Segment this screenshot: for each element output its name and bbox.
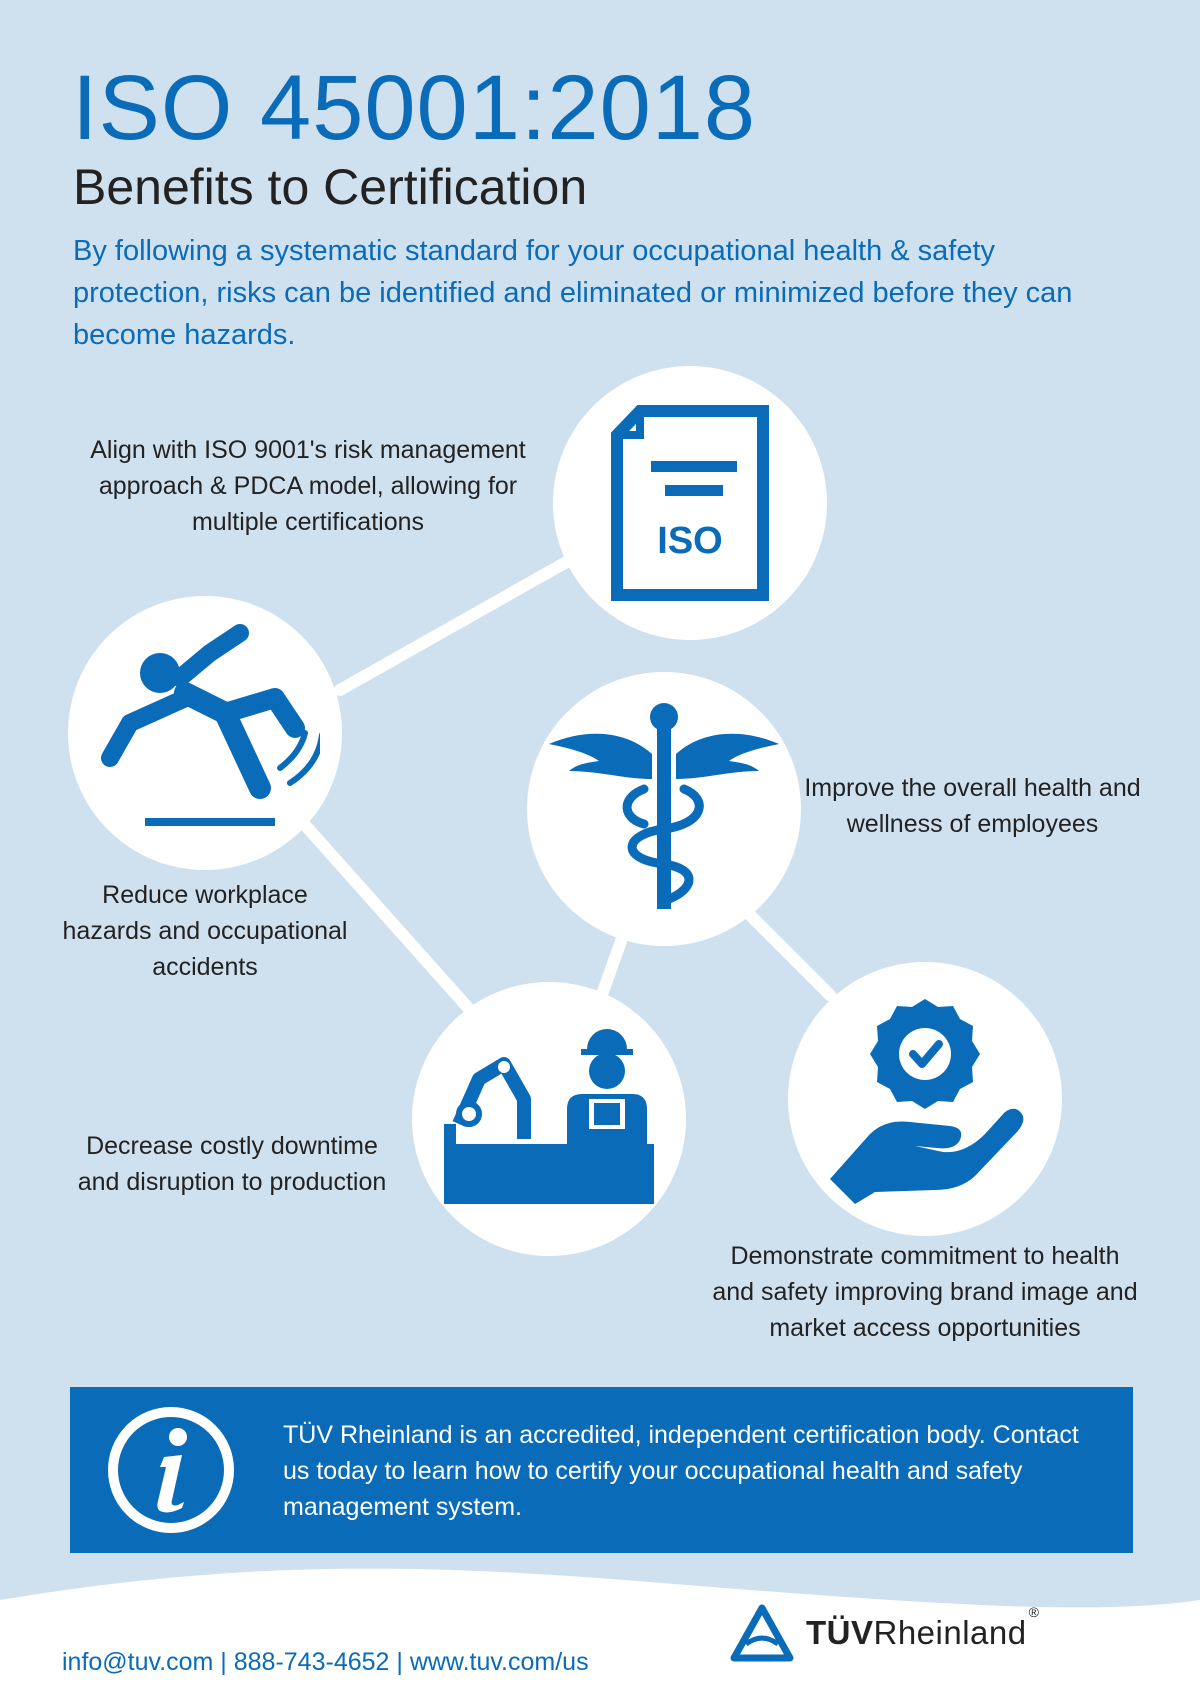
hand-badge-circle bbox=[788, 962, 1062, 1236]
caduceus-icon bbox=[544, 699, 784, 919]
info-icon bbox=[106, 1405, 236, 1535]
tuv-rheinland-logo bbox=[730, 1604, 1039, 1662]
slip-fall-icon bbox=[90, 618, 320, 848]
intro-text: By following a systematic standard for your occupational health & safety protection, risks can be identified and eliminated or minimized before they can become hazards. bbox=[73, 235, 1073, 351]
info-banner bbox=[70, 1387, 1133, 1553]
logo-text-regular: Rheinland bbox=[873, 1614, 1027, 1651]
page-subtitle: Benefits to Certification bbox=[73, 159, 588, 215]
benefit-text-iso: Align with ISO 9001's risk management approach & PDCA model, allowing for multiple certifications bbox=[90, 436, 526, 536]
hand-badge-icon bbox=[825, 994, 1025, 1204]
info-text: TÜV Rheinland is an accredited, independent certification body. Contact us today to learn how to certify your occupational health and safety management system. bbox=[283, 1421, 1079, 1521]
contact-info[interactable]: info@tuv.com | 888-743-4652 | www.tuv.com/us bbox=[62, 1648, 589, 1676]
iso-label: ISO bbox=[657, 520, 723, 562]
caduceus-circle bbox=[527, 672, 801, 946]
benefit-text-commitment: Demonstrate commitment to health and safety improving brand image and market access opportunities bbox=[712, 1242, 1138, 1342]
iso-document-icon bbox=[605, 403, 775, 603]
benefit-text-hazards: Reduce workplace hazards and occupational accidents bbox=[62, 881, 348, 981]
logo-text-bold: TÜV bbox=[806, 1614, 874, 1651]
tuv-triangle-icon bbox=[730, 1604, 794, 1662]
slip-fall-circle bbox=[68, 596, 342, 870]
logo-text bbox=[806, 1604, 1040, 1652]
factory-worker-icon bbox=[439, 1029, 659, 1209]
benefit-text-health: Improve the overall health and wellness of employees bbox=[804, 774, 1141, 838]
factory-worker-circle bbox=[412, 982, 686, 1256]
iso-document-circle bbox=[553, 366, 827, 640]
benefit-text-downtime: Decrease costly downtime and disruption to production bbox=[77, 1132, 387, 1196]
registered-mark: ® bbox=[1028, 1604, 1040, 1620]
page-title: ISO 45001:2018 bbox=[72, 57, 757, 159]
